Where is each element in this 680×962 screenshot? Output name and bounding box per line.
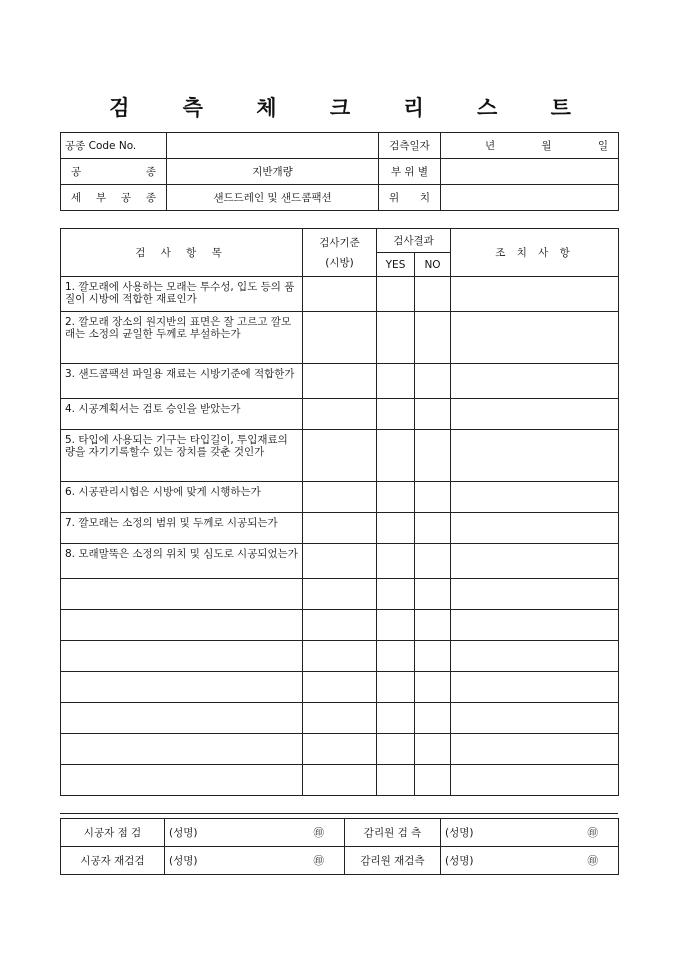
action-cell[interactable]: [451, 430, 619, 482]
contractor-inspect-label: 시공자 점 검: [61, 819, 165, 847]
yes-cell[interactable]: [377, 703, 415, 734]
action-cell[interactable]: [451, 312, 619, 364]
seal-icon: ㊞: [587, 854, 598, 867]
standard-cell[interactable]: [303, 544, 377, 579]
header-table: [60, 132, 619, 211]
table-row: [61, 641, 619, 672]
no-cell[interactable]: [415, 544, 451, 579]
no-cell[interactable]: [415, 482, 451, 513]
standard-cell[interactable]: [303, 430, 377, 482]
yes-cell[interactable]: [377, 765, 415, 796]
table-row: [61, 672, 619, 703]
supervisor-reinspect-label: 감리원 재검측: [345, 847, 441, 875]
date-year: 년: [485, 139, 496, 152]
action-cell[interactable]: [451, 641, 619, 672]
work-label: 공 종: [61, 159, 167, 185]
standard-cell[interactable]: [303, 610, 377, 641]
name-placeholder: (성명): [445, 826, 474, 839]
item-cell: [61, 672, 303, 703]
section-divider: [60, 813, 618, 814]
standard-cell[interactable]: [303, 399, 377, 430]
action-cell[interactable]: [451, 734, 619, 765]
supervisor-reinspect-sign[interactable]: [441, 847, 619, 875]
yes-cell[interactable]: [377, 312, 415, 364]
yes-cell[interactable]: [377, 513, 415, 544]
col-result-header: 검사결과: [377, 229, 451, 253]
col-action-header: 조 치 사 항: [451, 229, 619, 277]
yes-cell[interactable]: [377, 544, 415, 579]
standard-cell[interactable]: [303, 277, 377, 312]
no-cell[interactable]: [415, 703, 451, 734]
seal-icon: ㊞: [313, 826, 324, 839]
item-cell: 2. 깔모래 장소의 원지반의 표면은 잘 고르고 깔모래는 소정의 균일한 두께로 부설하는가: [61, 312, 303, 364]
no-cell[interactable]: [415, 513, 451, 544]
contractor-reinspect-label: 시공자 재검검: [61, 847, 165, 875]
standard-cell[interactable]: [303, 364, 377, 399]
table-row: [61, 482, 619, 513]
location-value[interactable]: [441, 185, 619, 211]
location-label: 위 치: [379, 185, 441, 211]
yes-cell[interactable]: [377, 734, 415, 765]
yes-cell[interactable]: [377, 482, 415, 513]
yes-cell[interactable]: [377, 399, 415, 430]
action-cell[interactable]: [451, 364, 619, 399]
action-cell[interactable]: [451, 765, 619, 796]
part-label: 부 위 별: [379, 159, 441, 185]
action-cell[interactable]: [451, 544, 619, 579]
page-title: 검 측 체 크 리 스 트: [109, 95, 594, 120]
table-row: [61, 277, 619, 312]
part-value[interactable]: [441, 159, 619, 185]
standard-cell[interactable]: [303, 312, 377, 364]
action-cell[interactable]: [451, 610, 619, 641]
name-placeholder: (성명): [169, 826, 198, 839]
name-placeholder: (성명): [169, 854, 198, 867]
table-row: [61, 399, 619, 430]
item-cell: 5. 타입에 사용되는 기구는 타입길이, 투입재료의 량을 자기기록할수 있는 장치를 갖춘 것인가: [61, 430, 303, 482]
date-day: 일: [597, 139, 608, 152]
date-month: 월: [541, 139, 552, 152]
col-standard-line1: 검사기준: [319, 236, 360, 249]
yes-cell[interactable]: [377, 579, 415, 610]
no-cell[interactable]: [415, 579, 451, 610]
action-cell[interactable]: [451, 672, 619, 703]
yes-cell[interactable]: [377, 672, 415, 703]
date-label: 검측일자: [379, 133, 441, 159]
item-cell: [61, 579, 303, 610]
table-row: [61, 513, 619, 544]
yes-cell[interactable]: [377, 430, 415, 482]
table-row: [61, 703, 619, 734]
item-cell: 1. 깔모래에 사용하는 모래는 투수성, 입도 등의 품질이 시방에 적합한 재료인가: [61, 277, 303, 312]
yes-cell[interactable]: [377, 641, 415, 672]
col-standard-line2: (시방): [325, 256, 354, 269]
standard-cell[interactable]: [303, 579, 377, 610]
item-cell: 3. 샌드콤팩션 파일용 재료는 시방기준에 적합한가: [61, 364, 303, 399]
table-row: [61, 544, 619, 579]
table-row: [61, 430, 619, 482]
no-cell[interactable]: [415, 364, 451, 399]
no-cell[interactable]: [415, 734, 451, 765]
item-cell: [61, 734, 303, 765]
standard-cell[interactable]: [303, 482, 377, 513]
item-cell: 4. 시공계획서는 검토 승인을 받았는가: [61, 399, 303, 430]
standard-cell[interactable]: [303, 672, 377, 703]
item-cell: [61, 703, 303, 734]
contractor-inspect-sign[interactable]: [165, 819, 345, 847]
action-cell[interactable]: [451, 482, 619, 513]
no-cell[interactable]: [415, 277, 451, 312]
seal-icon: ㊞: [587, 826, 598, 839]
col-yes-header: YES: [377, 253, 415, 277]
action-cell[interactable]: [451, 399, 619, 430]
item-cell: [61, 765, 303, 796]
no-cell[interactable]: [415, 399, 451, 430]
supervisor-inspect-sign[interactable]: [441, 819, 619, 847]
table-row: [61, 765, 619, 796]
supervisor-inspect-label: 감리원 검 측: [345, 819, 441, 847]
yes-cell[interactable]: [377, 277, 415, 312]
seal-icon: ㊞: [313, 854, 324, 867]
checklist-table: [60, 228, 619, 796]
detail-value[interactable]: 샌드드레인 및 샌드콤팩션: [167, 185, 379, 211]
action-cell[interactable]: [451, 579, 619, 610]
no-cell[interactable]: [415, 765, 451, 796]
item-cell: [61, 610, 303, 641]
standard-cell[interactable]: [303, 641, 377, 672]
table-row: [61, 610, 619, 641]
table-row: [61, 579, 619, 610]
no-cell[interactable]: [415, 610, 451, 641]
col-standard-header: [303, 229, 377, 277]
work-value[interactable]: 지반개량: [167, 159, 379, 185]
code-value[interactable]: [167, 133, 379, 159]
signature-table: [60, 818, 619, 875]
contractor-reinspect-sign[interactable]: [165, 847, 345, 875]
code-label: 공종 Code No.: [61, 133, 167, 159]
detail-label: 세 부 공 종: [61, 185, 167, 211]
col-item-header: 검 사 항 목: [61, 229, 303, 277]
item-cell: 7. 깔모래는 소정의 범위 및 두께로 시공되는가: [61, 513, 303, 544]
table-row: [61, 734, 619, 765]
action-cell[interactable]: [451, 277, 619, 312]
yes-cell[interactable]: [377, 364, 415, 399]
no-cell[interactable]: [415, 641, 451, 672]
no-cell[interactable]: [415, 312, 451, 364]
date-value[interactable]: [441, 133, 619, 159]
standard-cell[interactable]: [303, 513, 377, 544]
no-cell[interactable]: [415, 672, 451, 703]
name-placeholder: (성명): [445, 854, 474, 867]
table-row: [61, 364, 619, 399]
yes-cell[interactable]: [377, 610, 415, 641]
standard-cell[interactable]: [303, 703, 377, 734]
standard-cell[interactable]: [303, 765, 377, 796]
table-row: [61, 312, 619, 364]
standard-cell[interactable]: [303, 734, 377, 765]
item-cell: [61, 641, 303, 672]
action-cell[interactable]: [451, 703, 619, 734]
item-cell: 6. 시공관리시험은 시방에 맞게 시행하는가: [61, 482, 303, 513]
no-cell[interactable]: [415, 430, 451, 482]
col-no-header: NO: [415, 253, 451, 277]
action-cell[interactable]: [451, 513, 619, 544]
item-cell: 8. 모래말뚝은 소정의 위치 및 심도로 시공되었는가: [61, 544, 303, 579]
